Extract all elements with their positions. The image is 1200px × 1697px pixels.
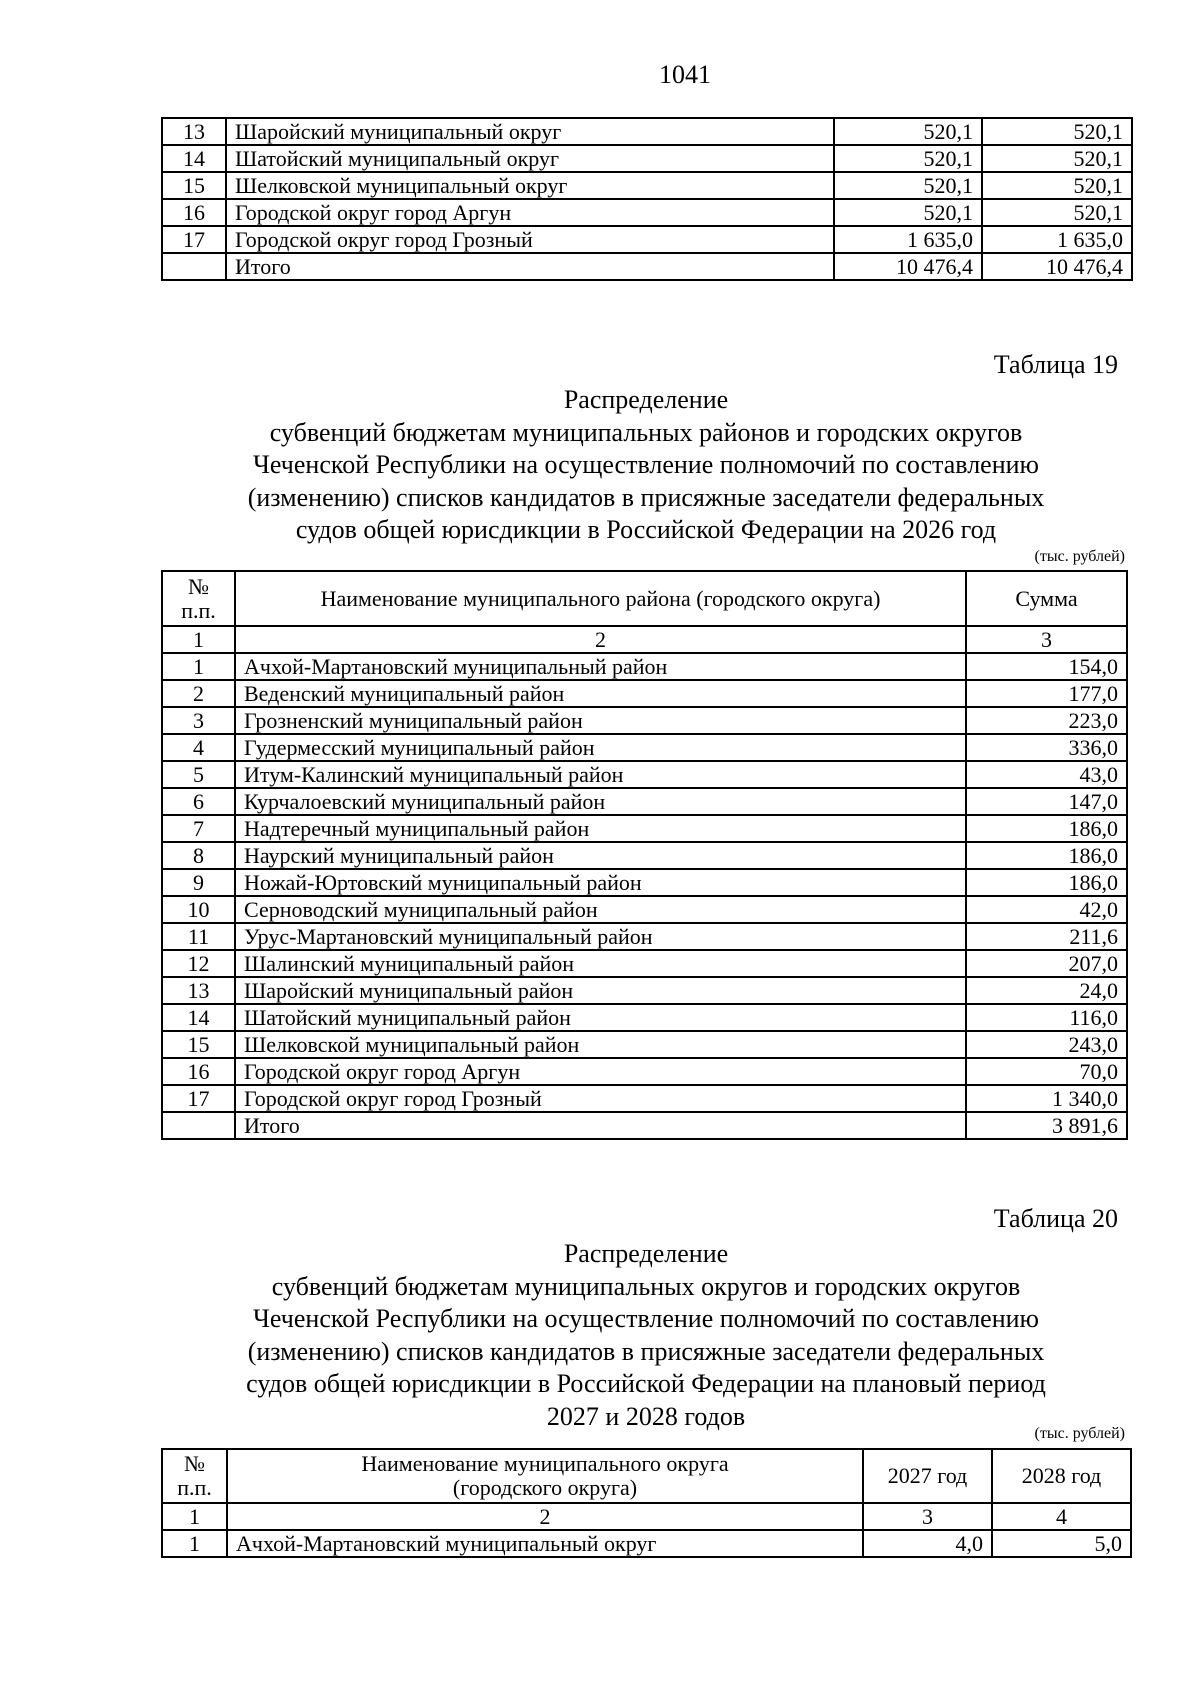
title-line: 2027 и 2028 годов [546, 1401, 746, 1431]
col-number: 4 [992, 1503, 1131, 1530]
row-name: Итого [235, 1112, 966, 1139]
row-number: 1 [162, 653, 235, 680]
column-number-row [162, 626, 1127, 653]
row-name: Ножай-Юртовский муниципальный район [235, 869, 966, 896]
row-sum: 186,0 [966, 842, 1127, 869]
header-number-abbr: п.п. [181, 597, 216, 623]
row-number: 12 [162, 950, 235, 977]
row-number: 5 [162, 761, 235, 788]
row-name: Грозненский муниципальный район [235, 707, 966, 734]
table-row [162, 1058, 1127, 1085]
row-sum: 24,0 [966, 977, 1127, 1004]
row-sum: 186,0 [966, 815, 1127, 842]
table-row [162, 1112, 1127, 1139]
table-row [162, 653, 1127, 680]
page-number: 1041 [659, 60, 711, 89]
row-name: Городской округ город Грозный [226, 226, 834, 253]
row-name: Городской округ город Грозный [235, 1085, 966, 1112]
row-name: Городской округ город Аргун [235, 1058, 966, 1085]
title-line: Чеченской Республики на осуществление полномочий по составлению [253, 450, 1039, 479]
row-sum: 223,0 [966, 707, 1127, 734]
header-2028: 2028 год [992, 1449, 1131, 1503]
row-name: Ачхой-Мартановский муниципальный район [235, 653, 966, 680]
title-line: (изменению) списков кандидатов в присяжные заседатели федеральных [247, 482, 1045, 512]
title-line: судов общей юрисдикции в Российской Федерации на плановый период [246, 1369, 1046, 1398]
table-row [162, 923, 1127, 950]
table-20-units: (тыс. рублей) [1034, 1425, 1125, 1442]
row-number: 14 [162, 145, 226, 172]
table-19-title [161, 384, 1131, 547]
table-row [162, 1530, 1131, 1557]
row-number: 1 [162, 1530, 227, 1557]
title-line: (изменению) списков кандидатов в присяжные заседатели федеральных [247, 1336, 1045, 1366]
header-number [162, 571, 235, 626]
table-row [162, 815, 1127, 842]
row-sum: 211,6 [966, 923, 1127, 950]
row-value-2: 520,1 [982, 145, 1132, 172]
row-value-1: 520,1 [834, 145, 982, 172]
row-value-2: 520,1 [982, 172, 1132, 199]
table-row [162, 761, 1127, 788]
col-number: 3 [863, 1503, 992, 1530]
row-name: Наурский муниципальный район [235, 842, 966, 869]
table-header-row [162, 571, 1127, 626]
row-number: 6 [162, 788, 235, 815]
header-number-abbr: п.п. [177, 1475, 212, 1500]
row-sum: 3 891,6 [966, 1112, 1127, 1139]
title-line: субвенций бюджетам муниципальных районов и городских округов [269, 417, 1023, 447]
row-sum: 42,0 [966, 896, 1127, 923]
row-value-1: 10 476,4 [834, 253, 982, 280]
row-value-2: 520,1 [982, 118, 1132, 145]
row-name: Серноводский муниципальный район [235, 896, 966, 923]
header-number-sign: № [184, 1451, 205, 1476]
row-number: 2 [162, 680, 235, 707]
row-number: 10 [162, 896, 235, 923]
row-sum: 336,0 [966, 734, 1127, 761]
table-19-label: Таблица 19 [993, 350, 1118, 379]
row-name: Курчалоевский муниципальный район [235, 788, 966, 815]
row-number: 11 [162, 923, 235, 950]
row-number: 9 [162, 869, 235, 896]
table-row [162, 896, 1127, 923]
table-row [162, 680, 1127, 707]
header-number [162, 1449, 227, 1503]
title-line: Чеченской Республики на осуществление полномочий по составлению [253, 1304, 1039, 1333]
row-2027: 4,0 [863, 1530, 992, 1557]
header-name: Наименование муниципального района (городского округа) [235, 571, 966, 626]
row-name: Итум-Калинский муниципальный район [235, 761, 966, 788]
row-value-1: 520,1 [834, 118, 982, 145]
row-sum: 154,0 [966, 653, 1127, 680]
table-row [162, 734, 1127, 761]
table-row [162, 145, 1132, 172]
title-line: судов общей юрисдикции в Российской Федерации на 2026 год [295, 515, 997, 544]
row-name: Шелковской муниципальный округ [226, 172, 834, 199]
row-value-1: 1 635,0 [834, 226, 982, 253]
row-number: 15 [162, 172, 226, 199]
title-line: субвенций бюджетам муниципальных округов и городских округов [271, 1271, 1021, 1301]
row-name: Надтеречный муниципальный район [235, 815, 966, 842]
table-20-label: Таблица 20 [993, 1204, 1118, 1233]
row-sum: 207,0 [966, 950, 1127, 977]
title-line: Распределение [563, 1239, 729, 1268]
table-row [162, 253, 1132, 280]
row-number: 13 [162, 118, 226, 145]
row-number: 3 [162, 707, 235, 734]
row-name: Урус-Мартановский муниципальный район [235, 923, 966, 950]
table-row [162, 118, 1132, 145]
header-name-line: (городского округа) [452, 1475, 638, 1500]
row-value-2: 1 635,0 [982, 226, 1132, 253]
row-name: Гудермесский муниципальный район [235, 734, 966, 761]
header-sum: Сумма [966, 571, 1127, 626]
row-number [162, 1112, 235, 1139]
table-row [162, 172, 1132, 199]
row-number [162, 253, 226, 280]
row-sum: 186,0 [966, 869, 1127, 896]
row-number: 17 [162, 1085, 235, 1112]
row-number: 15 [162, 1031, 235, 1058]
table-19 [161, 570, 1128, 1140]
table-19-units: (тыс. рублей) [1034, 548, 1125, 565]
row-sum: 43,0 [966, 761, 1127, 788]
col-number: 1 [162, 1503, 227, 1530]
row-name: Шаройский муниципальный район [235, 977, 966, 1004]
col-number: 2 [235, 626, 966, 653]
row-sum: 1 340,0 [966, 1085, 1127, 1112]
header-2027: 2027 год [863, 1449, 992, 1503]
col-number: 1 [162, 626, 235, 653]
row-2028: 5,0 [992, 1530, 1131, 1557]
table-row [162, 707, 1127, 734]
row-name: Шалинский муниципальный район [235, 950, 966, 977]
row-number: 8 [162, 842, 235, 869]
row-number: 4 [162, 734, 235, 761]
column-number-row [162, 1503, 1131, 1530]
row-number: 17 [162, 226, 226, 253]
table-row [162, 950, 1127, 977]
table-row [162, 788, 1127, 815]
row-name: Веденский муниципальный район [235, 680, 966, 707]
header-name [227, 1449, 863, 1503]
row-value-1: 520,1 [834, 199, 982, 226]
row-number: 7 [162, 815, 235, 842]
row-sum: 243,0 [966, 1031, 1127, 1058]
table-row [162, 1085, 1127, 1112]
previous-table-continuation [161, 117, 1133, 281]
row-name: Шаройский муниципальный округ [226, 118, 834, 145]
row-number: 16 [162, 1058, 235, 1085]
row-name: Шатойский муниципальный округ [226, 145, 834, 172]
row-name: Шатойский муниципальный район [235, 1004, 966, 1031]
table-20 [161, 1448, 1132, 1558]
row-name: Итого [226, 253, 834, 280]
table-row [162, 1004, 1127, 1031]
table-row [162, 226, 1132, 253]
table-row [162, 1031, 1127, 1058]
row-name: Городской округ город Аргун [226, 199, 834, 226]
row-value-1: 520,1 [834, 172, 982, 199]
row-value-2: 10 476,4 [982, 253, 1132, 280]
table-row [162, 199, 1132, 226]
title-line: Распределение [563, 385, 729, 414]
row-number: 16 [162, 199, 226, 226]
col-number: 2 [227, 1503, 863, 1530]
header-name-line: Наименование муниципального округа [361, 1451, 729, 1476]
row-sum: 70,0 [966, 1058, 1127, 1085]
table-row [162, 842, 1127, 869]
row-number: 14 [162, 1004, 235, 1031]
row-sum: 177,0 [966, 680, 1127, 707]
row-number: 13 [162, 977, 235, 1004]
col-number: 3 [966, 626, 1127, 653]
row-value-2: 520,1 [982, 199, 1132, 226]
table-header-row [162, 1449, 1131, 1503]
row-sum: 116,0 [966, 1004, 1127, 1031]
row-name: Шелковской муниципальный район [235, 1031, 966, 1058]
table-row [162, 977, 1127, 1004]
table-20-title [161, 1238, 1131, 1433]
header-number-sign: № [188, 573, 209, 599]
row-name: Ачхой-Мартановский муниципальный округ [227, 1530, 863, 1557]
table-row [162, 869, 1127, 896]
row-sum: 147,0 [966, 788, 1127, 815]
